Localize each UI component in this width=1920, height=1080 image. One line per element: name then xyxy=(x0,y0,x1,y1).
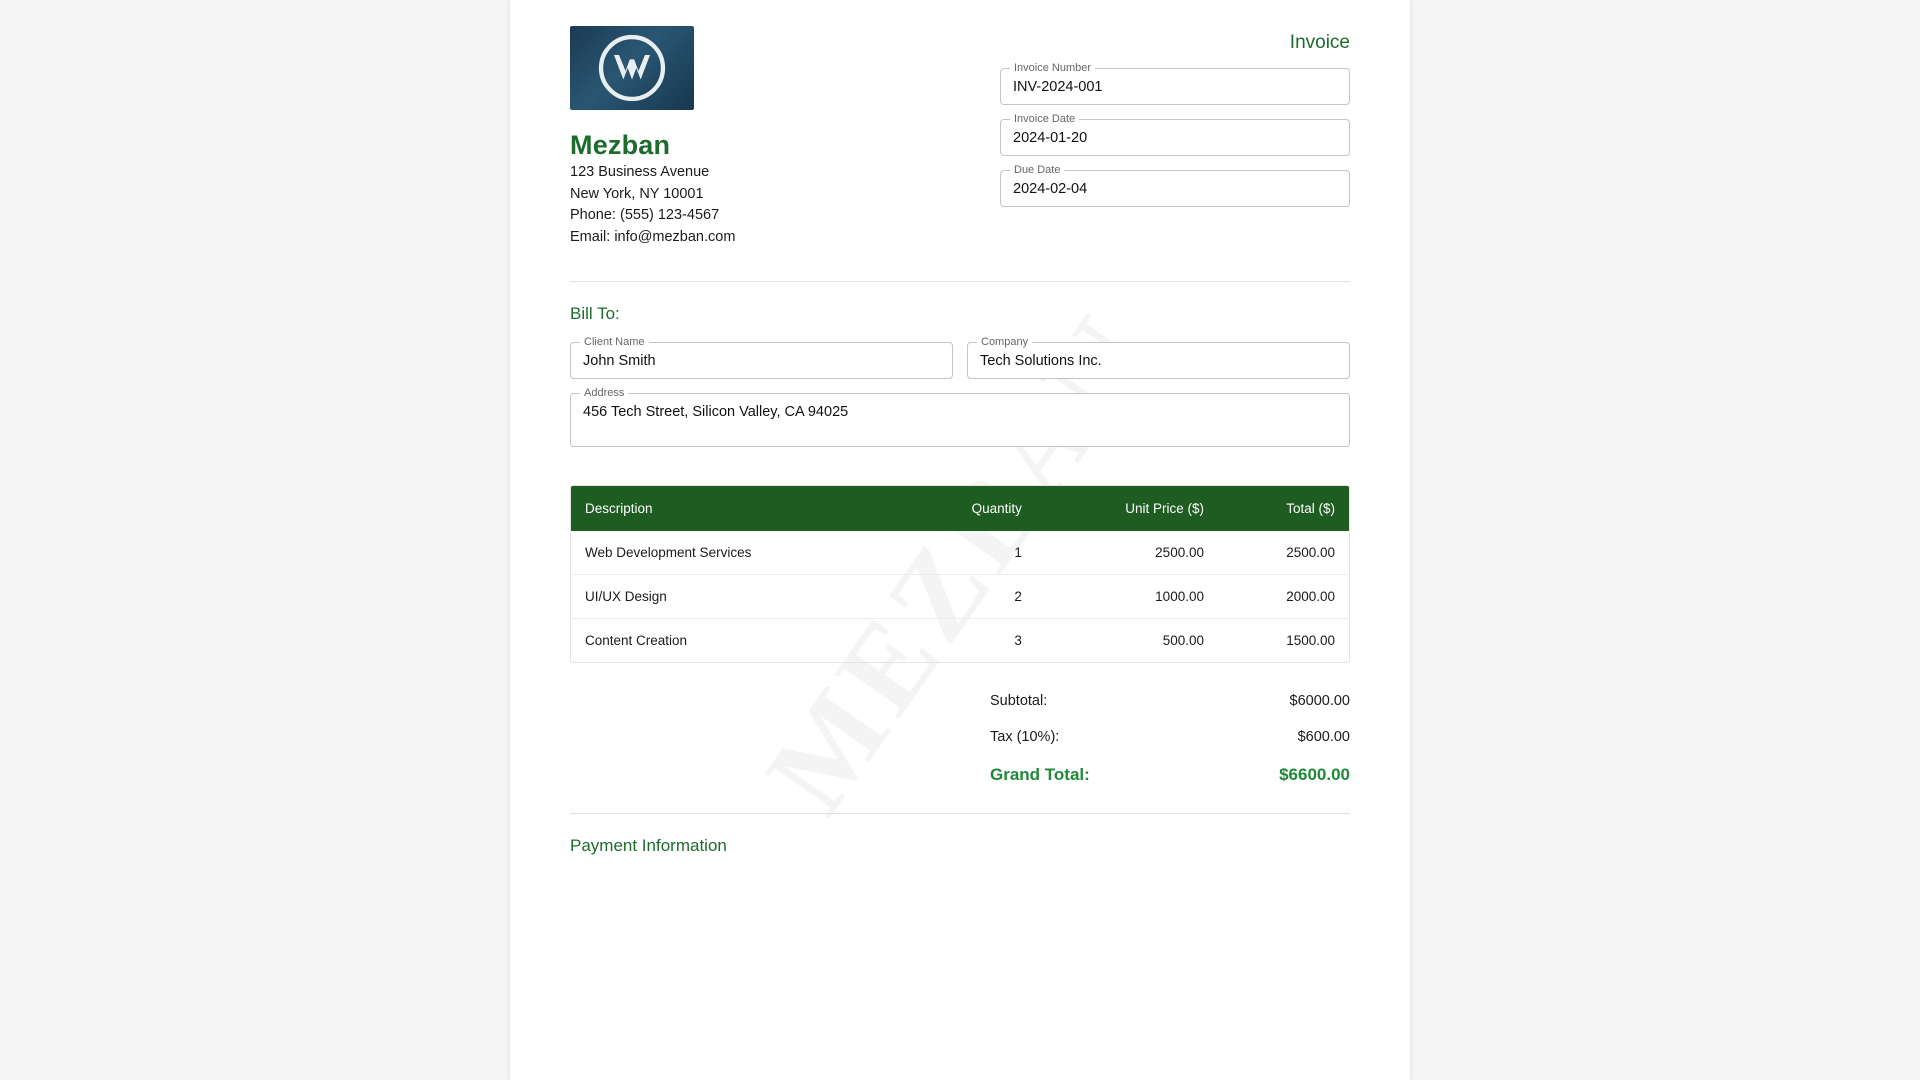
cell-total: 1500.00 xyxy=(1286,633,1335,648)
invoice-number-label: Invoice Number xyxy=(1010,62,1095,74)
company-block xyxy=(570,26,970,247)
cell-quantity: 1 xyxy=(902,531,1036,575)
company-field[interactable] xyxy=(967,336,1350,379)
company-value: Tech Solutions Inc. xyxy=(980,352,1102,369)
header-divider xyxy=(570,281,1350,282)
company-label: Company xyxy=(977,336,1032,348)
invoice-number-value: INV-2024-001 xyxy=(1013,78,1103,95)
subtotal-label: Subtotal: xyxy=(990,693,1048,709)
th-total: Total ($) xyxy=(1218,486,1349,531)
invoice-date-field[interactable] xyxy=(1000,113,1350,156)
invoice-number-field[interactable] xyxy=(1000,62,1350,105)
cell-unit-price: 2500.00 xyxy=(1036,531,1218,575)
client-name-value: John Smith xyxy=(583,352,656,369)
invoice-title: Invoice xyxy=(1289,32,1350,53)
due-date-field[interactable] xyxy=(1000,164,1350,207)
grand-total-label: Grand Total: xyxy=(990,765,1090,784)
subtotal-row xyxy=(570,693,1350,709)
company-phone: Phone: (555) 123-4567 xyxy=(570,207,720,223)
address-field[interactable] xyxy=(570,387,1350,447)
tax-label: Tax (10%): xyxy=(990,729,1060,745)
table-row xyxy=(571,531,1349,575)
items-table xyxy=(570,485,1350,663)
tax-value: $600.00 xyxy=(1297,729,1350,745)
cell-total: 2000.00 xyxy=(1218,575,1349,619)
cell-description: Content Creation xyxy=(585,633,688,648)
cell-description: UI/UX Design xyxy=(571,575,902,619)
client-name-label: Client Name xyxy=(580,336,649,348)
due-date-value: 2024-02-04 xyxy=(1013,180,1088,197)
company-name: Mezban xyxy=(570,130,671,160)
company-email: Email: info@mezban.com xyxy=(570,228,736,245)
th-description: Description xyxy=(571,486,902,531)
cell-description: Web Development Services xyxy=(571,531,902,575)
payment-information-title: Payment Information xyxy=(570,836,727,855)
table-row xyxy=(571,575,1349,619)
invoice-date-label: Invoice Date xyxy=(1010,113,1079,125)
invoice-header xyxy=(570,26,1350,247)
subtotal-value: $6000.00 xyxy=(1289,693,1350,709)
table-row xyxy=(571,619,1349,663)
cell-quantity: 3 xyxy=(1014,633,1022,648)
table-header-row xyxy=(571,486,1349,531)
bill-to-title: Bill To: xyxy=(570,304,620,323)
totals-divider xyxy=(570,813,1350,814)
bill-to-row xyxy=(570,336,1350,393)
client-name-field[interactable] xyxy=(570,336,953,379)
th-quantity: Quantity xyxy=(902,486,1036,531)
invoice-date-value: 2024-01-20 xyxy=(1013,129,1088,146)
totals-block xyxy=(570,693,1350,785)
cell-unit-price: 1000.00 xyxy=(1036,575,1218,619)
company-address-line1: 123 Business Avenue xyxy=(570,164,710,180)
due-date-label: Due Date xyxy=(1010,164,1064,176)
vw-logo-icon xyxy=(570,26,694,110)
cell-quantity: 2 xyxy=(902,575,1036,619)
tax-row xyxy=(570,729,1350,745)
address-label: Address xyxy=(580,387,628,399)
company-address-line2: New York, NY 10001 xyxy=(570,185,704,202)
address-value: 456 Tech Street, Silicon Valley, CA 94025 xyxy=(583,404,849,420)
grand-total-row xyxy=(570,765,1350,785)
invoice-page xyxy=(510,0,1410,1080)
grand-total-value: $6600.00 xyxy=(1279,765,1350,784)
cell-total: 2500.00 xyxy=(1218,531,1349,575)
invoice-meta-block xyxy=(1000,26,1350,221)
cell-unit-price: 500.00 xyxy=(1162,633,1204,648)
th-unit-price: Unit Price ($) xyxy=(1036,486,1218,531)
